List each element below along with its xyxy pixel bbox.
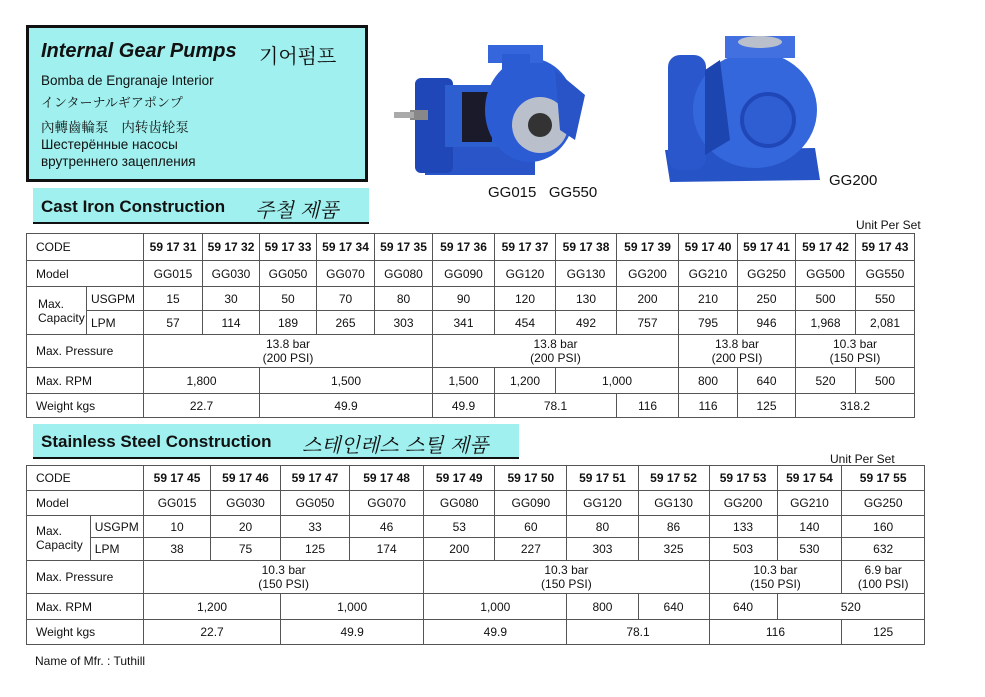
capacity-label: Max. Capacity bbox=[27, 516, 91, 561]
model-cell: GG130 bbox=[556, 261, 617, 287]
title-box bbox=[26, 25, 368, 182]
usgpm-cell: 46 bbox=[350, 516, 424, 538]
table-row bbox=[27, 287, 915, 311]
usgpm-cell: 120 bbox=[495, 287, 556, 311]
usgpm-cell: 200 bbox=[617, 287, 679, 311]
code-cell: 59 17 52 bbox=[638, 466, 709, 491]
stainless-title: Stainless Steel Construction bbox=[41, 432, 272, 451]
title-russian-1: Шестерённые насосы bbox=[41, 137, 178, 152]
page-title: Internal Gear Pumps bbox=[41, 40, 237, 62]
weight-cell: 49.9 bbox=[433, 394, 495, 418]
usgpm-cell: 70 bbox=[317, 287, 375, 311]
usgpm-cell: 20 bbox=[210, 516, 280, 538]
weight-cell: 125 bbox=[738, 394, 796, 418]
model-cell: GG090 bbox=[433, 261, 495, 287]
capacity-label: Max. Capacity bbox=[27, 287, 87, 335]
pressure-cell: 10.3 bar (150 PSI) bbox=[796, 335, 915, 368]
rpm-cell: 520 bbox=[796, 368, 856, 394]
table-row bbox=[27, 311, 915, 335]
pressure-cell: 13.8 bar (200 PSI) bbox=[144, 335, 433, 368]
rpm-cell: 1,000 bbox=[556, 368, 679, 394]
lpm-cell: 530 bbox=[777, 538, 842, 561]
usgpm-cell: 60 bbox=[495, 516, 567, 538]
rpm-label: Max. RPM bbox=[27, 368, 144, 394]
code-cell: 59 17 42 bbox=[796, 234, 856, 261]
lpm-cell: 303 bbox=[567, 538, 638, 561]
code-cell: 59 17 39 bbox=[617, 234, 679, 261]
lpm-cell: 303 bbox=[375, 311, 433, 335]
model-cell: GG250 bbox=[738, 261, 796, 287]
title-japanese: インターナルギアポンプ bbox=[41, 96, 183, 111]
lpm-cell: 75 bbox=[210, 538, 280, 561]
lpm-cell: 265 bbox=[317, 311, 375, 335]
code-cell: 59 17 50 bbox=[495, 466, 567, 491]
lpm-cell: 200 bbox=[424, 538, 495, 561]
code-cell: 59 17 54 bbox=[777, 466, 842, 491]
lpm-cell: 114 bbox=[203, 311, 260, 335]
title-spanish: Bomba de Engranaje Interior bbox=[41, 73, 214, 88]
model-label: Model bbox=[27, 491, 144, 516]
rpm-cell: 500 bbox=[856, 368, 915, 394]
model-cell: GG050 bbox=[281, 491, 350, 516]
lpm-cell: 946 bbox=[738, 311, 796, 335]
cast-iron-table bbox=[26, 233, 915, 418]
code-cell: 59 17 36 bbox=[433, 234, 495, 261]
table-row bbox=[27, 335, 915, 368]
cast-iron-unit-note: Unit Per Set bbox=[856, 218, 921, 232]
weight-label: Weight kgs bbox=[27, 394, 144, 418]
weight-cell: 78.1 bbox=[567, 620, 709, 645]
code-label: CODE bbox=[27, 234, 144, 261]
usgpm-label: USGPM bbox=[87, 287, 144, 311]
lpm-cell: 503 bbox=[709, 538, 777, 561]
model-cell: GG130 bbox=[638, 491, 709, 516]
model-cell: GG070 bbox=[317, 261, 375, 287]
pressure-cell: 13.8 bar (200 PSI) bbox=[679, 335, 796, 368]
lpm-label: LPM bbox=[90, 538, 143, 561]
page-title-korean: 기어펌프 bbox=[259, 44, 337, 68]
weight-cell: 22.7 bbox=[144, 394, 260, 418]
manufacturer-note: Name of Mfr. : Tuthill bbox=[35, 654, 146, 668]
lpm-cell: 492 bbox=[556, 311, 617, 335]
rpm-cell: 1,500 bbox=[433, 368, 495, 394]
model-cell: GG200 bbox=[709, 491, 777, 516]
rpm-cell: 640 bbox=[738, 368, 796, 394]
model-cell: GG120 bbox=[495, 261, 556, 287]
usgpm-cell: 50 bbox=[260, 287, 317, 311]
model-cell: GG080 bbox=[424, 491, 495, 516]
weight-cell: 116 bbox=[709, 620, 842, 645]
code-cell: 59 17 47 bbox=[281, 466, 350, 491]
usgpm-cell: 250 bbox=[738, 287, 796, 311]
weight-cell: 22.7 bbox=[144, 620, 281, 645]
lpm-cell: 2,081 bbox=[856, 311, 915, 335]
code-label: CODE bbox=[27, 466, 144, 491]
lpm-label: LPM bbox=[87, 311, 144, 335]
usgpm-cell: 90 bbox=[433, 287, 495, 311]
code-cell: 59 17 31 bbox=[144, 234, 203, 261]
cast-iron-title-korean: 주철 제품 bbox=[255, 198, 339, 222]
rpm-cell: 1,500 bbox=[260, 368, 433, 394]
table-row bbox=[27, 261, 915, 287]
code-cell: 59 17 35 bbox=[375, 234, 433, 261]
model-cell: GG050 bbox=[260, 261, 317, 287]
table-row bbox=[27, 394, 915, 418]
rpm-label: Max. RPM bbox=[27, 594, 144, 620]
model-cell: GG070 bbox=[350, 491, 424, 516]
model-cell: GG090 bbox=[495, 491, 567, 516]
code-cell: 59 17 38 bbox=[556, 234, 617, 261]
model-cell: GG550 bbox=[856, 261, 915, 287]
table-row bbox=[27, 538, 925, 561]
weight-cell: 318.2 bbox=[796, 394, 915, 418]
title-russian-2: врутреннего зацепления bbox=[41, 154, 196, 169]
rpm-cell: 1,200 bbox=[495, 368, 556, 394]
table-row bbox=[27, 516, 925, 538]
code-cell: 59 17 40 bbox=[679, 234, 738, 261]
table-row bbox=[27, 561, 925, 594]
usgpm-cell: 53 bbox=[424, 516, 495, 538]
code-cell: 59 17 41 bbox=[738, 234, 796, 261]
caption-gg015-gg550: GG015 GG550 bbox=[488, 184, 598, 201]
model-cell: GG120 bbox=[567, 491, 638, 516]
lpm-cell: 757 bbox=[617, 311, 679, 335]
usgpm-cell: 33 bbox=[281, 516, 350, 538]
weight-cell: 116 bbox=[679, 394, 738, 418]
usgpm-cell: 86 bbox=[638, 516, 709, 538]
usgpm-cell: 130 bbox=[556, 287, 617, 311]
lpm-cell: 341 bbox=[433, 311, 495, 335]
stainless-table bbox=[26, 465, 925, 645]
weight-cell: 125 bbox=[842, 620, 925, 645]
lpm-cell: 454 bbox=[495, 311, 556, 335]
lpm-cell: 632 bbox=[842, 538, 925, 561]
rpm-cell: 800 bbox=[679, 368, 738, 394]
rpm-cell: 1,000 bbox=[424, 594, 567, 620]
table-row bbox=[27, 234, 915, 261]
pressure-label: Max. Pressure bbox=[27, 561, 144, 594]
code-cell: 59 17 33 bbox=[260, 234, 317, 261]
lpm-cell: 227 bbox=[495, 538, 567, 561]
lpm-cell: 795 bbox=[679, 311, 738, 335]
lpm-cell: 189 bbox=[260, 311, 317, 335]
weight-cell: 78.1 bbox=[495, 394, 617, 418]
caption-gg200: GG200 bbox=[829, 172, 878, 189]
model-cell: GG080 bbox=[375, 261, 433, 287]
table-row bbox=[27, 466, 925, 491]
usgpm-cell: 160 bbox=[842, 516, 925, 538]
code-cell: 59 17 37 bbox=[495, 234, 556, 261]
usgpm-cell: 80 bbox=[375, 287, 433, 311]
pump-image-gg015-gg550 bbox=[390, 40, 600, 180]
usgpm-cell: 133 bbox=[709, 516, 777, 538]
table-row bbox=[27, 491, 925, 516]
weight-cell: 116 bbox=[617, 394, 679, 418]
pressure-cell: 6.9 bar (100 PSI) bbox=[842, 561, 925, 594]
model-cell: GG015 bbox=[144, 261, 203, 287]
usgpm-cell: 15 bbox=[144, 287, 203, 311]
code-cell: 59 17 53 bbox=[709, 466, 777, 491]
stainless-title-korean: 스테인레스 스틸 제품 bbox=[302, 433, 489, 457]
usgpm-cell: 210 bbox=[679, 287, 738, 311]
code-cell: 59 17 43 bbox=[856, 234, 915, 261]
rpm-cell: 640 bbox=[709, 594, 777, 620]
model-label: Model bbox=[27, 261, 144, 287]
rpm-cell: 1,800 bbox=[144, 368, 260, 394]
model-cell: GG500 bbox=[796, 261, 856, 287]
lpm-cell: 174 bbox=[350, 538, 424, 561]
pressure-label: Max. Pressure bbox=[27, 335, 144, 368]
code-cell: 59 17 55 bbox=[842, 466, 925, 491]
code-cell: 59 17 49 bbox=[424, 466, 495, 491]
title-chinese: 內轉齒輪泵 内转齿轮泵 bbox=[41, 120, 189, 136]
code-cell: 59 17 46 bbox=[210, 466, 280, 491]
code-cell: 59 17 32 bbox=[203, 234, 260, 261]
lpm-cell: 38 bbox=[144, 538, 211, 561]
usgpm-cell: 10 bbox=[144, 516, 211, 538]
pressure-cell: 10.3 bar (150 PSI) bbox=[424, 561, 709, 594]
table-row bbox=[27, 620, 925, 645]
cast-iron-title: Cast Iron Construction bbox=[41, 197, 226, 216]
code-cell: 59 17 34 bbox=[317, 234, 375, 261]
model-cell: GG200 bbox=[617, 261, 679, 287]
code-cell: 59 17 51 bbox=[567, 466, 638, 491]
table-row bbox=[27, 594, 925, 620]
weight-cell: 49.9 bbox=[281, 620, 424, 645]
pressure-cell: 10.3 bar (150 PSI) bbox=[709, 561, 842, 594]
code-cell: 59 17 45 bbox=[144, 466, 211, 491]
rpm-cell: 800 bbox=[567, 594, 638, 620]
rpm-cell: 1,000 bbox=[281, 594, 424, 620]
model-cell: GG030 bbox=[210, 491, 280, 516]
usgpm-cell: 30 bbox=[203, 287, 260, 311]
lpm-cell: 1,968 bbox=[796, 311, 856, 335]
rpm-cell: 520 bbox=[777, 594, 924, 620]
model-cell: GG210 bbox=[679, 261, 738, 287]
code-cell: 59 17 48 bbox=[350, 466, 424, 491]
usgpm-cell: 80 bbox=[567, 516, 638, 538]
model-cell: GG015 bbox=[144, 491, 211, 516]
model-cell: GG030 bbox=[203, 261, 260, 287]
usgpm-cell: 500 bbox=[796, 287, 856, 311]
rpm-cell: 640 bbox=[638, 594, 709, 620]
usgpm-cell: 140 bbox=[777, 516, 842, 538]
model-cell: GG210 bbox=[777, 491, 842, 516]
pump-image-gg200 bbox=[660, 30, 825, 190]
model-cell: GG250 bbox=[842, 491, 925, 516]
table-row bbox=[27, 368, 915, 394]
weight-cell: 49.9 bbox=[260, 394, 433, 418]
usgpm-cell: 550 bbox=[856, 287, 915, 311]
lpm-cell: 325 bbox=[638, 538, 709, 561]
stainless-unit-note: Unit Per Set bbox=[830, 452, 895, 466]
rpm-cell: 1,200 bbox=[144, 594, 281, 620]
lpm-cell: 57 bbox=[144, 311, 203, 335]
lpm-cell: 125 bbox=[281, 538, 350, 561]
usgpm-label: USGPM bbox=[90, 516, 143, 538]
pressure-cell: 13.8 bar (200 PSI) bbox=[433, 335, 679, 368]
weight-cell: 49.9 bbox=[424, 620, 567, 645]
pressure-cell: 10.3 bar (150 PSI) bbox=[144, 561, 424, 594]
weight-label: Weight kgs bbox=[27, 620, 144, 645]
